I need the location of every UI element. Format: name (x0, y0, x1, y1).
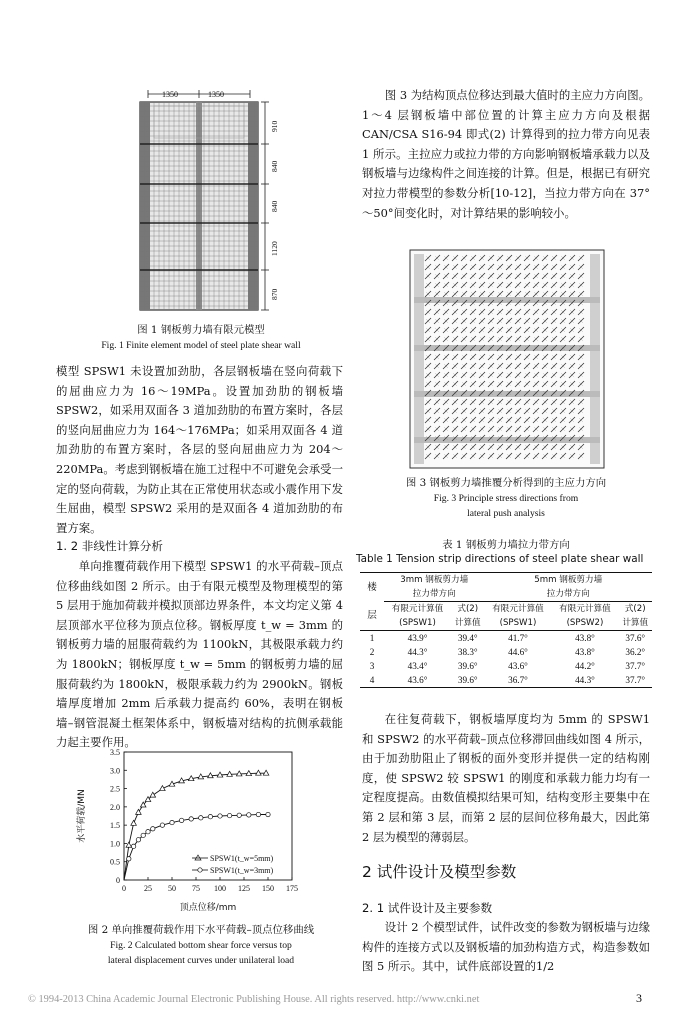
fig1-caption-en: Fig. 1 Finite element model of steel plate shear wall (101, 340, 301, 351)
chart-x-tick-label: 150 (262, 884, 274, 893)
table-head-floor-2: 层 (367, 610, 377, 622)
table-head-fe-2: 有限元计算值 (492, 603, 544, 614)
chart-legend-5mm: SPSW1(t_w=5mm) (210, 854, 274, 863)
chart-x-tick-label: 100 (214, 884, 226, 893)
table-head-eq-1: 式(2) (457, 603, 479, 614)
chart-point (131, 820, 137, 825)
chart-legend (192, 854, 274, 875)
chart-y-tick-label: 0.5 (110, 857, 120, 867)
table-cell: 38.3° (457, 646, 478, 657)
chart-point (150, 792, 156, 797)
fig1-dim-top-1: 1350 (162, 90, 178, 99)
table-head-fe-2-sub: (SPSW1) (499, 617, 537, 628)
fig3-caption-en-1: Fig. 3 Principle stress directions from (433, 493, 579, 504)
table-cell: 39.6° (457, 674, 478, 685)
table-cell: 37.7° (625, 674, 646, 685)
table-head-fe-3-sub: (SPSW2) (566, 617, 604, 628)
table-cell: 2 (369, 646, 375, 657)
fig1-dim-side-2: 840 (270, 160, 279, 172)
right-paragraph-3: 设计 2 个模型试件，试件改变的参数为钢板墙与边缘构件的连接方式以及钢板墙的加劲构造方式，构造参数如图 5 所示。其中，试件底部设置的1/2 (362, 920, 650, 974)
fig1-dim-top-2: 1350 (208, 90, 224, 99)
table-head-group-1: 3mm 钢板剪力墙 (400, 574, 469, 585)
table-row (360, 645, 652, 659)
table-head-eq-1-sub: 计算值 (454, 617, 481, 628)
table-head-group-1-sub: 拉力带方向 (384, 587, 484, 602)
table-1-title-cn: 表 1 钢板剪力墙拉力带方向 (442, 539, 570, 551)
table-cell: 44.3° (407, 646, 428, 657)
chart-point (263, 770, 269, 775)
table-head-eq-2: 式(2) (624, 603, 646, 614)
table-cell: 36.7° (508, 674, 528, 685)
right-paragraph-2: 在往复荷载下，钢板墙厚度均为 5mm 的 SPSW1 和 SPSW2 的水平荷载–顶点位移滞回曲线如图 4 所示，由于加劲肋阻止了钢板的面外变形并提供一定的结构刚度，使 SPSW2 较 SPSW1 的刚度和承载力能力均有一定程度提高。由数值模拟结果可知，结构变形主要集中在第 2 层和第 3 层，而第 2 层的层间位移角最大，因此第 2 层为模型的薄弱层。 (362, 712, 650, 844)
table-head-group-2-sub: 拉力带方向 (484, 587, 652, 602)
chart-point (247, 813, 251, 817)
figure-2-caption (56, 923, 346, 968)
table-cell: 4 (369, 674, 375, 685)
chart-point (160, 823, 164, 827)
figure-2-chart (70, 748, 320, 918)
table-cell: 37.6° (625, 632, 646, 643)
chart-y-axis-label: 水平荷载/MN (77, 789, 87, 843)
left-paragraph-2: 单向推覆荷载作用下模型 SPSW1 的水平荷载–顶点位移曲线如图 2 所示。由于有限元模型及物理模型的第 5 层用于施加荷载并模拟顶部边界条件，本文均定义第 4 层顶部水平位移为顶点位移。钢板厚度 t_w = 3mm 的钢板剪力墙的屈服荷载约为 1100kN，其极限承载力约为 1800kN；钢板厚度 t_w = 5mm 的钢板剪力墙的屈服荷载约为 1800kN，极限承载力约为 2900kN。钢板墙厚度增加 2mm 后承载力提高约 60%，表明在钢板墙–钢管混凝土框架体系中，钢板墙对结构的抗侧承载能力起主要作用。 (56, 559, 343, 750)
right-paragraph-1: 图 3 为结构顶点位移达到最大值时的主应力方向图。1～4 层钢板墙中部位置的计算主应力方向及根据 CAN/CSA S16-94 即式(2) 计算得到的拉力带方向见表 1 所示。主拉应力或拉力带的方向影响钢板墙承载力以及钢板墙与边缘构件之间连接的计算。但是，根据已有研究对拉力带模型的参数分析[10-12]，当拉力带方向在 37°～50°间变化时，对计算结果的影响较小。 (362, 88, 650, 220)
chart-x-tick-label: 175 (286, 884, 298, 893)
chart-point (179, 818, 183, 822)
figure-1-fe-model (120, 88, 280, 320)
fig3-caption-cn: 图 3 钢板剪力墙推覆分析得到的主应力方向 (405, 477, 607, 489)
table-head-floor-1: 楼 (367, 581, 377, 593)
table-row (360, 631, 652, 646)
table-head-group-2: 5mm 钢板剪力墙 (534, 574, 603, 585)
table-1-title-en: Table 1 Tension strip directions of steel plate shear wall (356, 553, 644, 565)
chart-y-tick-label: 2.0 (110, 802, 120, 812)
chart-point (131, 844, 135, 848)
table-cell: 39.6° (457, 660, 478, 671)
footer-copyright: © 1994-2013 China Academic Journal Electronic Publishing House. All rights reserved. http://www.cnki.net (28, 994, 480, 1005)
chart-point (208, 815, 212, 819)
table-cell: 39.4° (457, 632, 478, 643)
figure-3-stress-directions (408, 248, 606, 470)
figure-3-caption (362, 476, 650, 521)
chart-point (136, 838, 140, 842)
table-cell: 43.9° (407, 632, 428, 643)
table-cell: 44.2° (575, 660, 595, 671)
chart-y-tick-label: 1.5 (110, 821, 120, 831)
chart-y-tick-label: 3.0 (110, 766, 120, 776)
table-cell: 3 (369, 660, 375, 671)
chart-point (126, 842, 132, 847)
chart-y-tick-label: 3.5 (110, 748, 120, 757)
section-1-2-heading: 1. 2 非线性计算分析 (56, 539, 163, 553)
chart-x-tick-label: 0 (122, 884, 126, 893)
chart-point (256, 812, 260, 816)
fig2-caption-en-1: Fig. 2 Calculated bottom shear force versus top (110, 940, 292, 951)
chart-point (127, 857, 131, 861)
table-head-fe-1: 有限元计算值 (391, 603, 444, 614)
fig1-dim-side-1: 910 (270, 120, 279, 132)
table-cell: 41.7° (508, 632, 528, 643)
table-row (360, 673, 652, 688)
chart-x-tick-label: 75 (192, 884, 200, 893)
chart-point (237, 813, 241, 817)
table-cell: 43.4° (407, 660, 428, 671)
fig1-caption-cn: 图 1 钢板剪力墙有限元模型 (137, 324, 265, 336)
chart-point (189, 817, 193, 821)
table-1 (360, 572, 652, 688)
chart-point (227, 813, 231, 817)
chart-x-tick-label: 50 (168, 884, 176, 893)
table-cell: 44.6° (508, 646, 528, 657)
table-cell: 36.2° (625, 646, 646, 657)
table-head-fe-1-sub: (SPSW1) (399, 617, 436, 628)
table-cell: 43.6° (407, 674, 428, 685)
table-cell: 43.8° (575, 632, 595, 643)
table-head-eq-2-sub: 计算值 (622, 617, 649, 628)
section-2-heading: 2 试件设计及模型参数 (362, 863, 517, 881)
chart-x-tick-label: 125 (238, 884, 250, 893)
section-2-1-heading: 2. 1 试件设计及主要参数 (362, 901, 493, 915)
chart-x-axis-label: 顶点位移/mm (179, 903, 237, 913)
chart-y-tick-label: 1.0 (110, 839, 120, 849)
chart-point (218, 814, 222, 818)
table-cell: 44.3° (575, 674, 595, 685)
chart-series-line-1 (124, 773, 266, 880)
fig3-caption-en-2: lateral push analysis (467, 508, 545, 519)
chart-y-tick-label: 0 (116, 876, 120, 885)
chart-point (141, 833, 145, 837)
table-head-fe-3: 有限元计算值 (559, 603, 611, 614)
table-cell: 43.8° (575, 646, 595, 657)
chart-point (151, 827, 155, 831)
chart-point (199, 816, 203, 820)
chart-point (170, 820, 174, 824)
chart-point (256, 770, 262, 775)
chart-y-tick-label: 2.5 (110, 784, 120, 794)
fig1-dim-side-3: 840 (270, 200, 279, 212)
fig2-caption-cn: 图 2 单向推覆荷载作用下水平荷载–顶点位移曲线 (87, 924, 315, 936)
chart-legend-3mm: SPSW1(t_w=3mm) (210, 866, 274, 875)
fig1-dim-side-4: 1120 (270, 241, 279, 256)
chart-x-tick-label: 25 (144, 884, 152, 893)
fig1-dim-side-5: 870 (270, 288, 279, 300)
table-cell: 37.7° (625, 660, 646, 671)
table-cell: 43.6° (508, 660, 528, 671)
figure-1-caption (56, 323, 346, 353)
chart-point (146, 830, 150, 834)
table-row (360, 659, 652, 673)
chart-point (266, 812, 270, 816)
left-paragraph-1: 模型 SPSW1 未设置加劲肋，各层钢板墙在竖向荷载下的屈曲应力为 16～19MPa。设置加劲肋的钢板墙 SPSW2，如采用双面各 3 道加劲肋的布置方案时，各层的竖向屈曲应力为 164～176MPa；如采用双面各 4 道加劲肋的布置方案时，各层的竖向屈曲应力为 204～220MPa。考虑到钢板墙在施工过程中不可避免会承受一定的竖向荷载，为防止其在正常使用状态或小震作用下发生屈曲，模型 SPSW2 采用的是双面各 4 道加劲肋的布置方案。 (56, 364, 343, 535)
table-cell: 1 (369, 632, 375, 643)
fig2-caption-en-2: lateral displacement curves under unilateral load (107, 955, 295, 966)
page-number: 3 (636, 991, 642, 1005)
